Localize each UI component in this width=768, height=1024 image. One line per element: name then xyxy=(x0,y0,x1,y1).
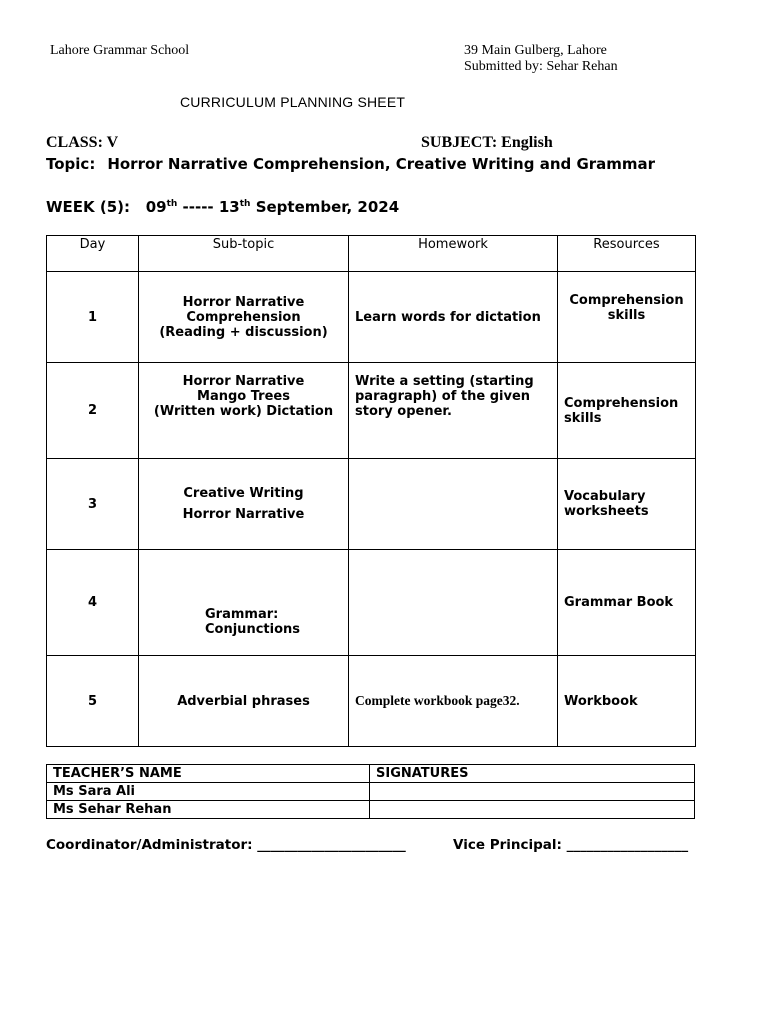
resources-line: worksheets xyxy=(564,504,649,519)
header-resources: Resources xyxy=(558,236,696,272)
address-block xyxy=(464,43,618,75)
school-name: Lahore Grammar School xyxy=(50,43,190,58)
week-label: WEEK (5): xyxy=(46,198,131,216)
header-homework: Homework xyxy=(349,236,558,272)
week-separator: ----- 13 xyxy=(177,198,240,216)
header-subtopic: Sub-topic xyxy=(139,236,349,272)
table-row xyxy=(47,656,696,747)
plan-header-row xyxy=(47,236,696,272)
subtopic-line: (Written work) Dictation xyxy=(153,404,334,419)
week-end: September, 2024 xyxy=(250,198,400,216)
subtopic-line: Grammar: xyxy=(205,606,279,622)
teacher-name: Ms Sara Ali xyxy=(47,783,370,801)
submitted-by: Submitted by: Sehar Rehan xyxy=(464,59,618,74)
resources-line: skills xyxy=(564,410,602,426)
resources-cell xyxy=(558,459,696,550)
subtopic-line: Comprehension xyxy=(186,309,301,325)
homework-cell: Learn words for dictation xyxy=(349,272,558,363)
homework-cell: Write a setting (starting paragraph) of the given story opener. xyxy=(349,363,558,459)
homework-cell xyxy=(349,459,558,550)
topic-label: Topic: xyxy=(46,155,96,173)
teachers-header-row xyxy=(47,765,695,783)
day-cell: 2 xyxy=(47,363,139,459)
subtopic-line: Adverbial phrases xyxy=(177,693,310,709)
header-day: Day xyxy=(47,236,139,272)
week-start-suffix: th xyxy=(166,199,178,209)
subtopic-line: Mango Trees xyxy=(197,389,290,404)
homework-cell xyxy=(349,550,558,656)
day-cell: 5 xyxy=(47,656,139,747)
signature-field[interactable] xyxy=(370,801,695,819)
week-end-suffix: th xyxy=(239,199,251,209)
topic-line xyxy=(46,155,655,173)
day-cell: 1 xyxy=(47,272,139,363)
teacher-name: Ms Sehar Rehan xyxy=(47,801,370,819)
subject-label: SUBJECT: English xyxy=(421,134,553,151)
school-address: 39 Main Gulberg, Lahore xyxy=(464,43,607,58)
plan-table xyxy=(46,235,696,747)
resources-line: skills xyxy=(607,308,646,323)
table-row xyxy=(47,783,695,801)
sheet-title: CURRICULUM PLANNING SHEET xyxy=(180,94,406,110)
subtopic-cell xyxy=(139,550,349,656)
resources-line: Comprehension xyxy=(564,395,679,411)
resources-line: Workbook xyxy=(564,693,638,709)
homework-cell: Complete workbook page32. xyxy=(349,656,558,747)
day-cell: 4 xyxy=(47,550,139,656)
subtopic-line: Horror Narrative xyxy=(182,507,305,522)
subtopic-line: Conjunctions xyxy=(205,621,300,637)
subtopic-cell xyxy=(139,459,349,550)
coordinator-signature-line: Coordinator/Administrator: ______________________ xyxy=(46,837,406,853)
resources-cell xyxy=(558,363,696,459)
subtopic-cell xyxy=(139,363,349,459)
topic-text: Horror Narrative Comprehension, Creative Writing and Grammar xyxy=(107,155,656,173)
resources-cell xyxy=(558,656,696,747)
day-cell: 3 xyxy=(47,459,139,550)
class-label: CLASS: V xyxy=(46,134,119,151)
table-row xyxy=(47,550,696,656)
subtopic-cell xyxy=(139,656,349,747)
resources-line: Comprehension xyxy=(569,293,684,308)
table-row xyxy=(47,459,696,550)
resources-cell xyxy=(558,550,696,656)
vice-principal-signature-line: Vice Principal: __________________ xyxy=(453,837,689,853)
subtopic-cell xyxy=(139,272,349,363)
teachers-table xyxy=(46,764,695,819)
table-row xyxy=(47,801,695,819)
week-start: 09 xyxy=(145,198,167,216)
subtopic-line: Creative Writing xyxy=(183,486,304,501)
resources-cell xyxy=(558,272,696,363)
teacher-name-header: TEACHER’S NAME xyxy=(47,765,370,783)
subtopic-line: Horror Narrative xyxy=(182,374,305,389)
week-line xyxy=(46,198,399,216)
signature-field[interactable] xyxy=(370,783,695,801)
signatures-header: SIGNATURES xyxy=(370,765,695,783)
resources-line: Grammar Book xyxy=(564,595,674,610)
table-row xyxy=(47,363,696,459)
subtopic-line: (Reading + discussion) xyxy=(159,324,328,340)
table-row xyxy=(47,272,696,363)
subtopic-line: Horror Narrative xyxy=(182,294,305,310)
resources-line: Vocabulary xyxy=(564,489,646,504)
